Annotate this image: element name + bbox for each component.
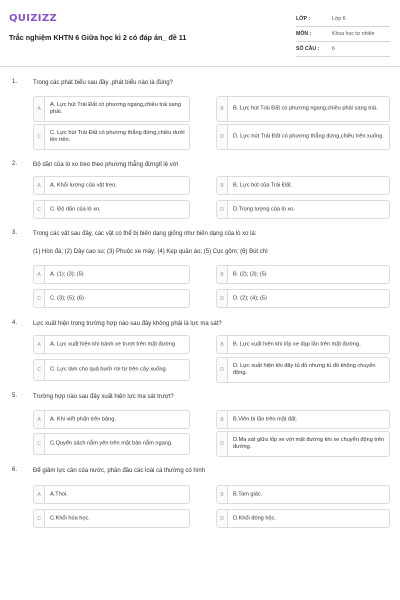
meta-value: Lớp 6 (332, 16, 346, 22)
meta-row-subject (296, 27, 390, 42)
meta-row-class (296, 12, 390, 27)
option-letter: C (34, 125, 45, 149)
option-a[interactable] (33, 176, 190, 195)
option-letter: D (217, 125, 228, 149)
option-c[interactable] (33, 359, 190, 381)
option-letter: A (34, 97, 45, 121)
meta-label: SỐ CÂU : (296, 46, 320, 52)
question-text: Để giảm lực cản của nước, phần đầu các loài cá thường có hình (33, 468, 206, 474)
option-b[interactable] (216, 410, 390, 429)
option-text: A. Khi viết phấn trên bảng. (50, 416, 116, 422)
option-text: A.Thoi. (50, 491, 68, 497)
question-text: Trong các phát biểu sau đây ,phát biểu nào là đúng? (33, 80, 173, 86)
option-letter: A (34, 486, 45, 503)
option-text: C.Quyển sách nằm yên trên mặt bàn nằm ngang. (50, 440, 173, 447)
option-a[interactable] (33, 485, 190, 504)
meta-label: MÔN : (296, 31, 312, 37)
option-letter: D (217, 201, 228, 218)
option-text: D.Ma sát giữa lốp xe với mặt đường khi xe chuyển động trên đường. (233, 437, 385, 450)
quizizz-logo: QUIZIZZ (9, 13, 57, 24)
option-d[interactable] (216, 431, 390, 457)
option-letter: C (34, 510, 45, 527)
option-text: C. Lực làm cho quả bưởi rơi từ trên cây xuống. (50, 366, 168, 373)
option-text: B. Lực hút Trái Đất có phương ngang,chiều phải sang trái. (233, 105, 378, 112)
option-text: B.Viên bi lăn trên mặt đất. (233, 416, 298, 422)
option-letter: D (217, 358, 228, 382)
option-text: D.Trọng lượng của lò xo. (233, 206, 295, 212)
worksheet-meta (296, 12, 390, 57)
option-d[interactable] (216, 289, 390, 308)
option-c[interactable] (33, 289, 190, 308)
question-number: 2. (12, 161, 18, 167)
option-letter: B (217, 411, 228, 428)
question-text: Trường hợp nào sau đây xuất hiện lực ma sát trượt? (33, 394, 174, 400)
option-text: D.Khối đóng hộc. (233, 515, 276, 521)
option-a[interactable] (33, 335, 190, 354)
option-text: C. Độ dãn của lò xo. (50, 206, 101, 212)
option-letter: D (217, 432, 228, 456)
option-letter: C (34, 434, 45, 454)
meta-label: LỚP : (296, 16, 311, 22)
option-b[interactable] (216, 485, 390, 504)
option-c[interactable] (33, 124, 190, 150)
option-letter: D (217, 510, 228, 527)
option-c[interactable] (33, 200, 190, 219)
option-text: C.Khối hóa học. (50, 515, 90, 521)
worksheet-header (0, 0, 400, 66)
option-text: B.Tam giác. (233, 491, 263, 497)
question-items: (1) Hòn đá; (2) Dây cao su; (3) Phuộc xe máy; (4) Kẹp quần áo; (5) Cục gôm; (6) Bút chì (33, 249, 268, 255)
option-letter: B (217, 177, 228, 194)
option-letter: C (34, 360, 45, 380)
option-letter: B (217, 486, 228, 503)
worksheet-title: Trắc nghiệm KHTN 6 Giữa học kì 2 có đáp án_ đề 11 (9, 33, 187, 42)
option-letter: B (217, 266, 228, 283)
option-text: A. (1); (3); (5) (50, 271, 84, 277)
option-text: D. Lực xuất hiện khi đẩy tủ đồ nhưng tủ đồ không chuyển động. (233, 363, 376, 376)
question-text: Lực xuất hiện trong trường hợp nào sau đây không phải là lực ma sát? (33, 321, 222, 327)
meta-row-question-count (296, 42, 390, 57)
option-text: B. Lực hút của Trái Đất. (233, 182, 293, 188)
question-number: 5. (12, 393, 18, 399)
question-text: Độ dãn của lò xo treo theo phương thẳng đứngtỉ lệ với (33, 162, 178, 168)
option-text: B. (2); (3); (5) (233, 271, 267, 277)
meta-value: Khoa học tự nhiên (332, 31, 375, 37)
option-letter: A (34, 411, 45, 428)
option-text: A. Khối lượng của vật treo. (50, 182, 117, 188)
option-letter: B (217, 97, 228, 121)
option-c[interactable] (33, 509, 190, 528)
option-d[interactable] (216, 124, 390, 150)
option-a[interactable] (33, 265, 190, 284)
option-b[interactable] (216, 176, 390, 195)
meta-value: 6 (332, 46, 335, 52)
option-letter: B (217, 336, 228, 353)
option-b[interactable] (216, 335, 390, 354)
option-c[interactable] (33, 433, 190, 455)
option-letter: A (34, 266, 45, 283)
question-number: 3. (12, 230, 18, 236)
option-letter: C (34, 201, 45, 218)
option-b[interactable] (216, 265, 390, 284)
option-text: A. Lực xuất hiện khi bánh xe trượt trên mặt đường (50, 341, 176, 347)
option-text: C. Lực hút Trái Đất có phương thẳng đứng,chiều dưới lên trên. (50, 130, 185, 143)
option-text: C. (3); (5); (6) (50, 295, 84, 301)
question-number: 6. (12, 467, 18, 473)
option-letter: D (217, 290, 228, 307)
option-a[interactable] (33, 96, 190, 122)
header-divider (0, 66, 400, 67)
option-text: D. Lực hút Trái Đất có phương thẳng đứng,chiều trên xuống. (233, 133, 384, 140)
option-b[interactable] (216, 96, 390, 122)
option-d[interactable] (216, 357, 390, 383)
option-letter: C (34, 290, 45, 307)
question-number: 4. (12, 320, 18, 326)
option-d[interactable] (216, 509, 390, 528)
option-text: B. Lực xuất hiện khi lốp xe đạp lăn trên mặt đường. (233, 341, 361, 347)
question-number: 1. (12, 79, 18, 85)
option-text: D. (2); (4); (5) (233, 295, 267, 301)
option-letter: A (34, 336, 45, 353)
option-text: A. Lực hút Trái Đất có phương ngang,chiều trái sang phải. (50, 102, 181, 115)
question-text: Trong các vật sau đây, các vật có thể bị biến dạng giống như biến dạng của lò xo là: (33, 231, 257, 237)
option-letter: A (34, 177, 45, 194)
option-a[interactable] (33, 410, 190, 429)
option-d[interactable] (216, 200, 390, 219)
